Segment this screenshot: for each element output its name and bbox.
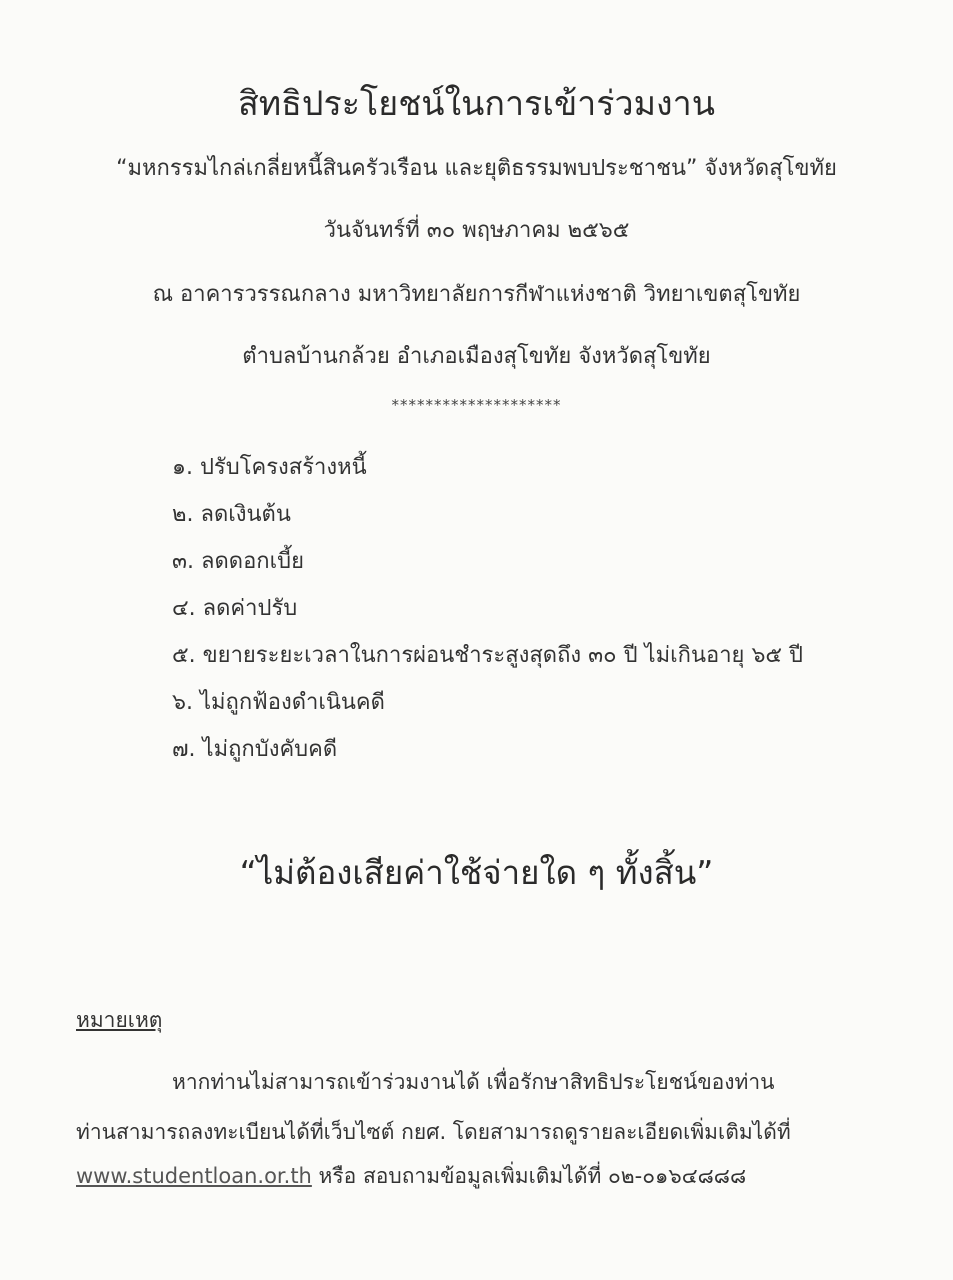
benefits-list <box>172 450 803 779</box>
event-name: “มหกรรมไกล่เกลี่ยหนี้สินครัวเรือน และยุติธรรมพบประชาชน” จังหวัดสุโขทัย <box>116 156 837 181</box>
separator: ******************** <box>391 396 562 414</box>
note-line-2: ท่านสามารถลงทะเบียนได้ที่เว็บไซต์ กยศ. โดยสามารถดูรายละเอียดเพิ่มเติมได้ที่ <box>76 1120 791 1144</box>
document-heading: สิทธิประโยชน์ในการเข้าร่วมงาน <box>238 84 715 124</box>
venue-line-2: ตำบลบ้านกล้วย อำเภอเมืองสุโขทัย จังหวัดสุโขทัย <box>242 344 711 369</box>
slogan: “ไม่ต้องเสียค่าใช้จ่ายใด ๆ ทั้งสิ้น” <box>239 853 714 892</box>
event-date: วันจันทร์ที่ ๓๐ พฤษภาคม ๒๕๖๕ <box>323 218 630 243</box>
note-contact-text: หรือ สอบถามข้อมูลเพิ่มเติมได้ที่ ๐๒-๐๑๖๔๘๘๘ <box>311 1164 747 1188</box>
list-item: ๖. ไม่ถูกฟ้องดำเนินคดี <box>172 690 385 715</box>
list-item: ๓. ลดดอกเบี้ย <box>172 549 304 574</box>
list-item: ๕. ขยายระยะเวลาในการผ่อนชำระสูงสุดถึง ๓๐ ปี ไม่เกินอายุ ๖๕ ปี <box>172 643 804 668</box>
list-item: ๑. ปรับโครงสร้างหนี้ <box>172 455 367 480</box>
list-item: ๔. ลดค่าปรับ <box>172 596 298 621</box>
note-line-3 <box>76 1160 746 1193</box>
website-link[interactable]: www.studentloan.or.th <box>76 1164 312 1188</box>
list-item: ๒. ลดเงินต้น <box>172 502 291 527</box>
note-title: หมายเหตุ <box>76 1008 163 1032</box>
venue-line-1: ณ อาคารวรรณกลาง มหาวิทยาลัยการกีฬาแห่งชาติ วิทยาเขตสุโขทัย <box>152 282 801 307</box>
note-line-1: หากท่านไม่สามารถเข้าร่วมงานได้ เพื่อรักษาสิทธิประโยชน์ของท่าน <box>172 1070 775 1094</box>
list-item: ๗. ไม่ถูกบังคับคดี <box>172 737 338 762</box>
